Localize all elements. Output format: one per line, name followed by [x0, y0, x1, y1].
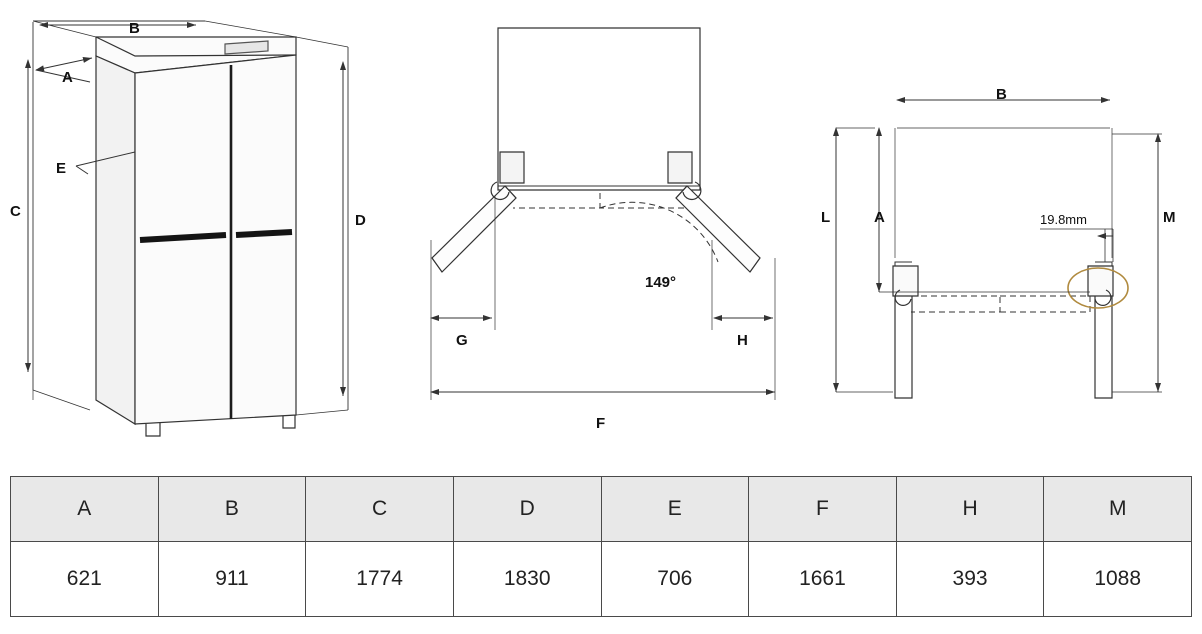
label-c-view1: C: [10, 203, 21, 220]
label-a-view1: A: [62, 69, 73, 86]
label-g-view2: G: [456, 332, 468, 349]
label-b-view3: B: [996, 86, 1007, 103]
table-header-cell: A: [11, 477, 159, 542]
label-m-view3: M: [1163, 209, 1176, 226]
table-cell: 1774: [306, 542, 454, 617]
view-perspective: [28, 21, 348, 436]
label-l-view3: L: [821, 209, 831, 226]
table-cell: 1661: [749, 542, 897, 617]
table-header-cell: C: [306, 477, 454, 542]
table-header-cell: B: [158, 477, 306, 542]
table-header-cell: M: [1044, 477, 1192, 542]
dimension-table: [10, 476, 1192, 617]
table-cell: 1088: [1044, 542, 1192, 617]
view-side-depth: [836, 100, 1162, 398]
table-header-row: [11, 477, 1192, 542]
label-f-view2: F: [596, 415, 606, 432]
table-row: [11, 542, 1192, 617]
table-cell: 393: [896, 542, 1044, 617]
label-angle: 149°: [645, 274, 677, 291]
label-h-view2: H: [737, 332, 748, 349]
label-hinge-gap: 19.8mm: [1040, 212, 1087, 227]
table-header-cell: F: [749, 477, 897, 542]
label-b-view1: B: [129, 20, 140, 37]
table-header-cell: E: [601, 477, 749, 542]
table-header-cell: D: [453, 477, 601, 542]
label-e-view1: E: [56, 160, 67, 177]
table-cell: 706: [601, 542, 749, 617]
label-d-view1: D: [355, 212, 366, 229]
table-cell: 1830: [453, 542, 601, 617]
table-cell: 621: [11, 542, 159, 617]
label-a-view3: A: [874, 209, 885, 226]
view-top-swing: [431, 28, 775, 400]
table-header-cell: H: [896, 477, 1044, 542]
table-cell: 911: [158, 542, 306, 617]
